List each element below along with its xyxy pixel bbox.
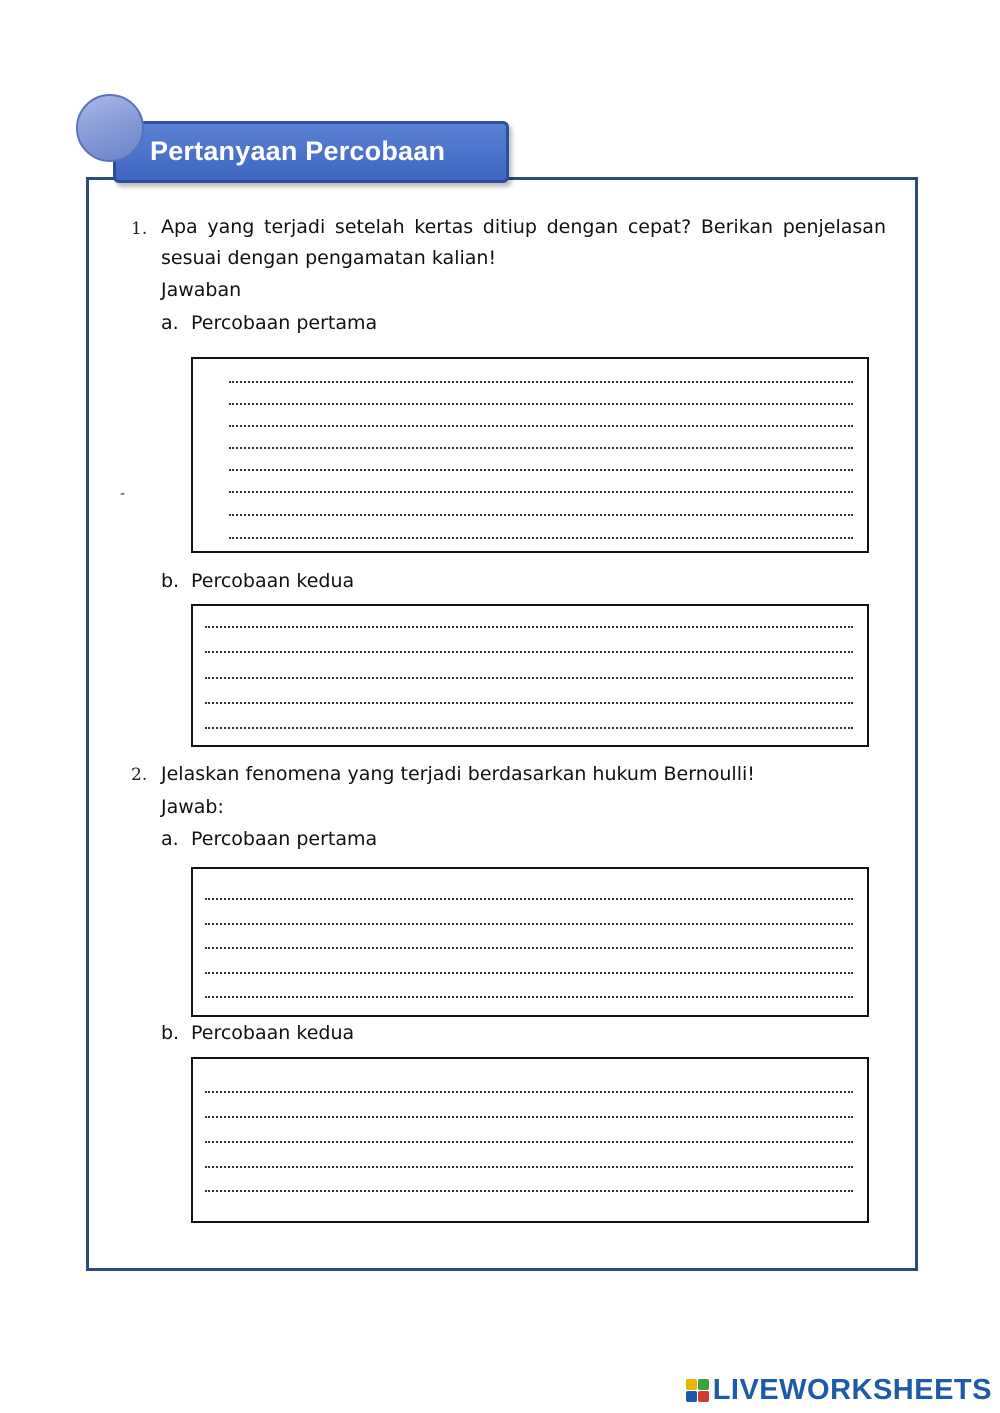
header-circle-ornament (76, 94, 144, 162)
section-title: Pertanyaan Percobaan (150, 136, 446, 166)
question-1b-label: b. (161, 570, 180, 592)
question-2a-label: a. (161, 828, 179, 850)
question-1a-title: Percobaan pertama (191, 312, 378, 334)
question-2a-title: Percobaan pertama (191, 828, 378, 850)
liveworksheets-logo (686, 1374, 992, 1407)
question-1a-label: a. (161, 312, 179, 334)
question-1-answer-label: Jawaban (161, 279, 242, 301)
liveworksheets-icon (686, 1379, 709, 1402)
question-2-answer-label: Jawab: (161, 796, 224, 818)
question-2b-title: Percobaan kedua (191, 1022, 355, 1044)
margin-mark: - (120, 486, 126, 502)
question-1-text-line2: sesuai dengan pengamatan kalian! (161, 247, 497, 269)
brand-name: LIVEWORKSHEETS (712, 1374, 992, 1406)
question-2-number: 2. (131, 765, 148, 785)
question-1-number: 1. (131, 219, 148, 239)
worksheet-frame (86, 177, 918, 1271)
question-1b-title: Percobaan kedua (191, 570, 355, 592)
question-2b-label: b. (161, 1022, 180, 1044)
question-1-text: Apa yang terjadi setelah kertas ditiup dengan cepat? Berikan penjelasan (161, 216, 886, 238)
question-2-text: Jelaskan fenomena yang terjadi berdasarkan hukum Bernoulli! (161, 763, 755, 785)
